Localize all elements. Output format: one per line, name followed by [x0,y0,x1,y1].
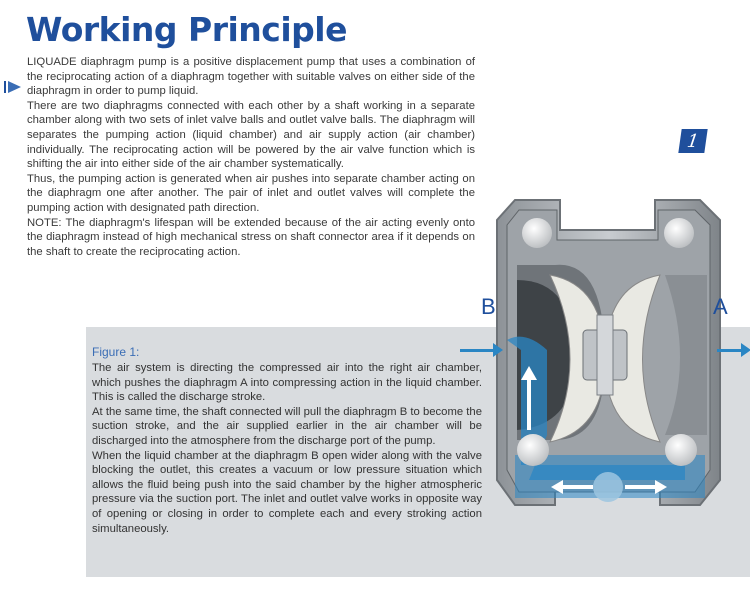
inlet-valve-ball-right [665,434,697,466]
figure-paragraph: At the same time, the shaft connected will pull the diaphragm B to become the suction stroke, and the air supplied earlier in the air chamber will be discharged into the atmosphere from the discharge port of the pump. [92,405,482,447]
outlet-valve-ball-right [664,218,694,248]
intro-paragraph: NOTE: The diaphragm's lifespan will be extended because of the air acting evenly onto the diaphragm instead of high mechanical stress on shaft connector area if it depends on the shaft to create the reciprocating action. [27,216,475,258]
intro-paragraph: There are two diaphragms connected with each other by a shaft working in a separate chamber along with two sets of inlet valve balls and outlet valve balls. The diaphragm will separates the pumping action (liquid chamber) and air supply action (air chamber) individually. The reciprocating action will be powered by the air valve function which is shifting the air into either side of the air chamber systematically. [27,99,475,171]
figure-number-badge: 1 [678,129,707,153]
intro-text [27,55,475,259]
intro-paragraph: Thus, the pumping action is generated when air pushes into separate chamber acting on the diaphragm one after another. The pair of inlet and outlet valves will complete the pumping action with designated path direction. [27,172,475,214]
diaphragm-b-label: B [481,294,496,319]
inlet-valve-ball-left [517,434,549,466]
outlet-valve-ball-left [522,218,552,248]
outlet-arrow-icon [717,343,750,357]
page-title: Working Principle [26,10,347,49]
pointer-arrow-icon [4,80,22,94]
intro-paragraph: LIQUADE diaphragm pump is a positive displacement pump that uses a combination of the reciprocating action of a diaphragm together with suitable valves on either side of the diaphragm in order to pump liquid. [27,56,475,98]
figure-paragraph: The air system is directing the compressed air into the right air chamber, which pushes the diaphragm A into compressing action in the liquid chamber. This is called the discharge stroke. [92,362,482,404]
pump-diagram [455,180,750,530]
figure-caption: Figure 1: [92,345,140,359]
figure-paragraph: When the liquid chamber at the diaphragm B open wider along with the valve blocking the outlet, this creates a vacuum or low pressure situation which allows the fluid being push into the said chamber by the higher atmospheric pressure via the suction port. The inlet and outlet valve works in opposite way of opening or closing in order to complete each and every stroking action simultaneously. [92,449,482,535]
diaphragm-a-label: A [713,294,728,319]
figure-description [92,345,482,536]
